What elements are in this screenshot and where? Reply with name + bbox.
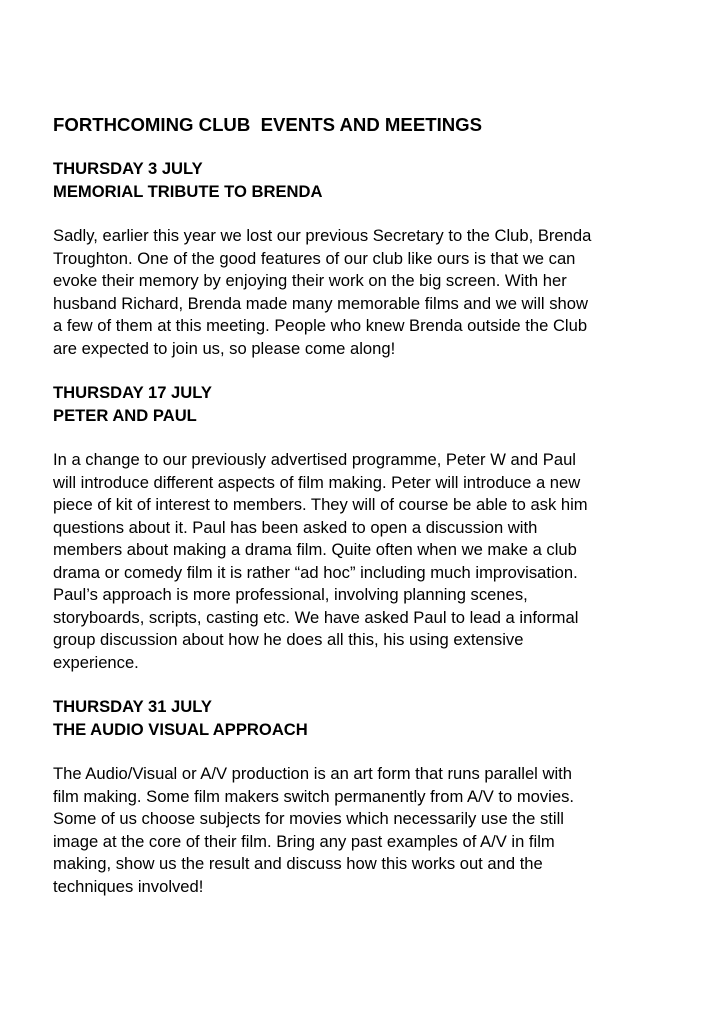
text-line: questions about it. Paul has been asked to open a discussion with (53, 517, 538, 537)
event-date: THURSDAY 3 JULY (53, 159, 203, 178)
event-section-31-july (53, 696, 693, 898)
text-line: husband Richard, Brenda made many memorable films and we will show (53, 293, 588, 313)
text-line: storyboards, scripts, casting etc. We have asked Paul to lead a informal (53, 607, 579, 627)
text-line: making, show us the result and discuss how this works out and the (53, 854, 543, 873)
event-heading (53, 382, 693, 427)
event-title: PETER AND PAUL (53, 405, 197, 425)
event-description (53, 449, 693, 674)
event-description (53, 763, 693, 898)
text-line: Some of us choose subjects for movies which necessarily use the still (53, 809, 564, 828)
event-section-3-july (53, 158, 693, 360)
text-line: Troughton. One of the good features of our club like ours is that we can (53, 248, 576, 268)
text-line: Sadly, earlier this year we lost our previous Secretary to the Club, Brenda (53, 226, 592, 245)
text-line: image at the core of their film. Bring any past examples of A/V in film (53, 831, 555, 851)
text-line: members about making a drama film. Quite often when we make a club (53, 540, 577, 559)
event-date: THURSDAY 17 JULY (53, 383, 212, 402)
event-description (53, 225, 693, 360)
text-line: a few of them at this meeting. People who knew Brenda outside the Club (53, 316, 588, 335)
event-title: MEMORIAL TRIBUTE TO BRENDA (53, 181, 323, 201)
text-line: film making. Some film makers switch permanently from A/V to movies. (53, 786, 575, 806)
text-line: The Audio/Visual or A/V production is an art form that runs parallel with (53, 764, 572, 783)
text-line: evoke their memory by enjoying their work on the big screen. With her (53, 271, 567, 290)
page-title: FORTHCOMING CLUB EVENTS AND MEETINGS (53, 114, 483, 135)
event-heading (53, 158, 693, 203)
text-line: are expected to join us, so please come along! (53, 338, 396, 358)
text-line: will introduce different aspects of film making. Peter will introduce a new (53, 472, 581, 492)
event-heading (53, 696, 693, 741)
text-line: techniques involved! (53, 876, 204, 896)
text-line: drama or comedy film it is rather “ad hoc” including much improvisation. (53, 562, 578, 582)
event-title: THE AUDIO VISUAL APPROACH (53, 719, 308, 739)
text-line: group discussion about how he does all this, his using extensive (53, 630, 524, 649)
document-page (53, 112, 693, 920)
text-line: experience. (53, 652, 139, 672)
text-line: piece of kit of interest to members. They will of course be able to ask him (53, 495, 588, 514)
event-section-17-july (53, 382, 693, 674)
text-line: In a change to our previously advertised programme, Peter W and Paul (53, 450, 576, 469)
event-date: THURSDAY 31 JULY (53, 697, 212, 716)
text-line: Paul’s approach is more professional, involving planning scenes, (53, 585, 528, 604)
